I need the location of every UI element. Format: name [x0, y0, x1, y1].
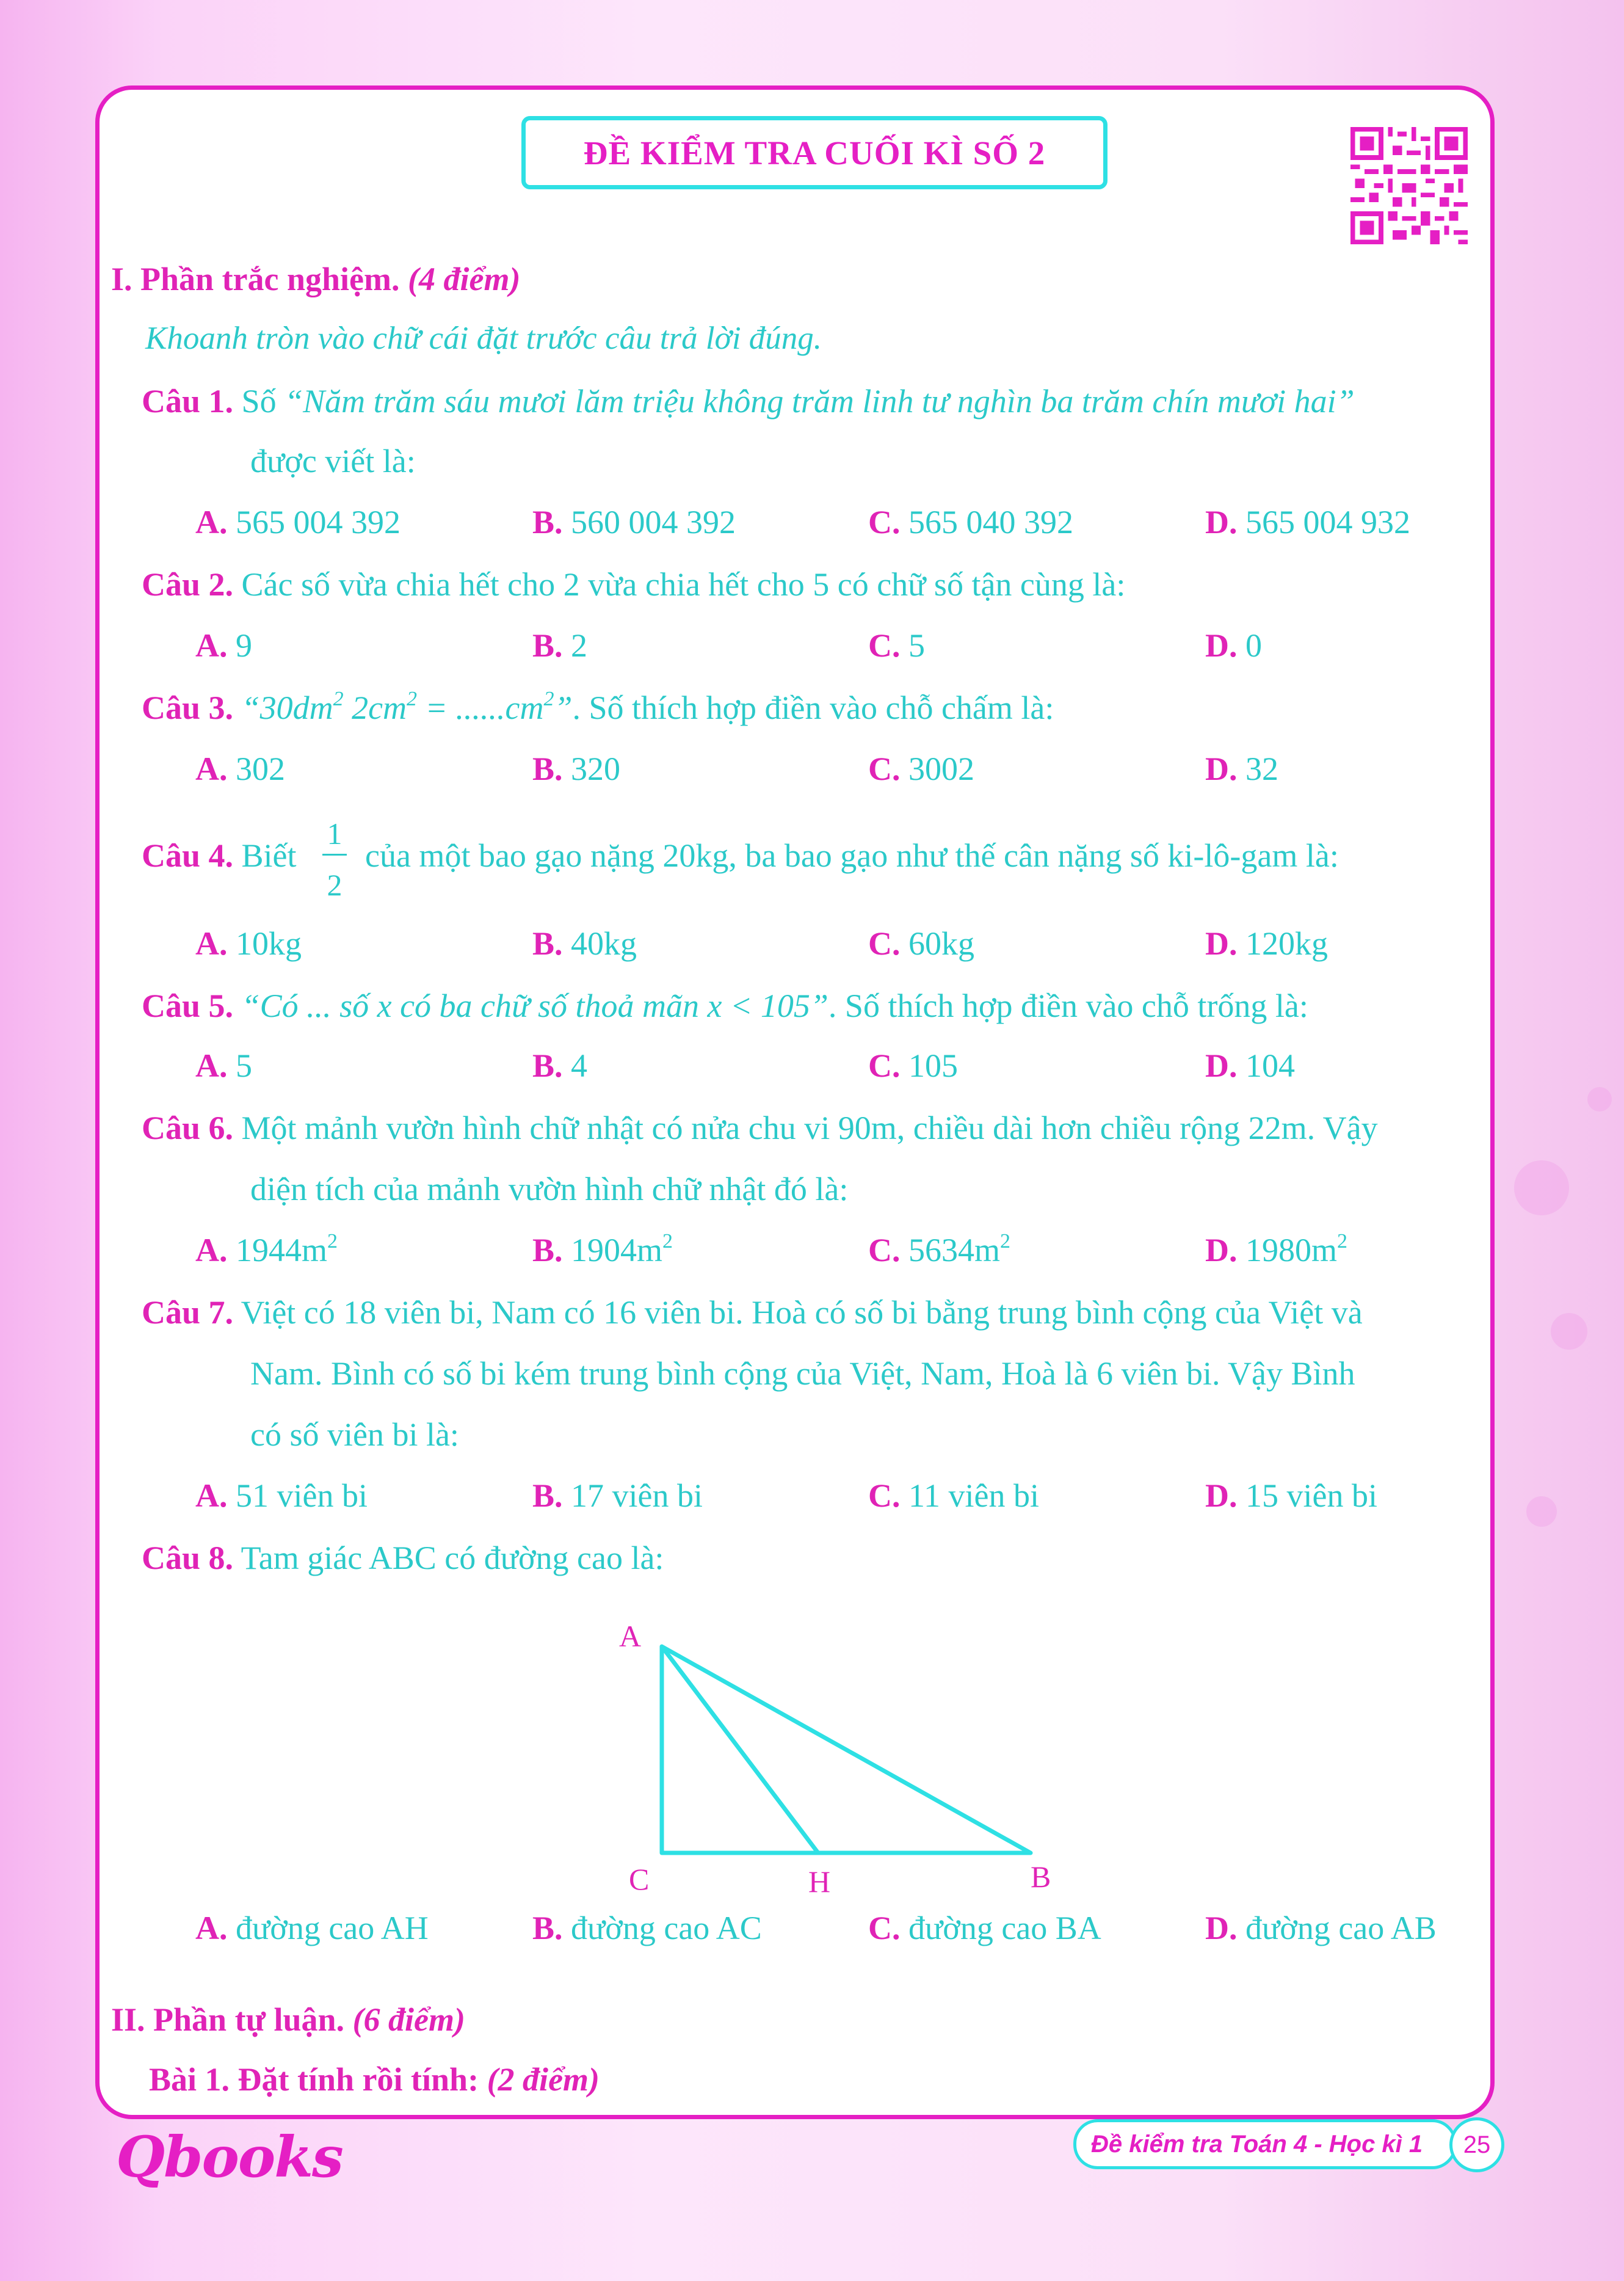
q3-option-d[interactable]: D. 32: [1205, 751, 1278, 787]
q8-option-d[interactable]: D. đường cao AB: [1205, 1910, 1437, 1946]
book-title-badge: Đề kiểm tra Toán 4 - Học kì 1: [1073, 2119, 1457, 2169]
question-4: Câu 4. Biết: [142, 837, 297, 874]
vertex-label-a: A: [619, 1619, 642, 1653]
q2-option-d[interactable]: D. 0: [1205, 627, 1262, 664]
q2-option-c[interactable]: C. 5: [868, 627, 925, 664]
section1-heading: I. Phần trắc nghiệm. (4 điểm): [111, 261, 521, 297]
q1-option-a[interactable]: A. 565 004 392: [195, 504, 401, 540]
q6-option-d[interactable]: D. $1980m^2$: [1205, 1230, 1348, 1268]
q7-option-b[interactable]: B. 17 viên bi: [532, 1477, 703, 1514]
q5-option-c[interactable]: C. 105: [868, 1047, 958, 1084]
question-7-line3: có số viên bi là:: [250, 1416, 459, 1453]
q2-option-b[interactable]: B. 2: [532, 627, 588, 664]
fraction-denominator: 2: [327, 868, 343, 902]
page-title: ĐỀ KIỂM TRA CUỐI KÌ SỐ 2: [521, 116, 1107, 189]
q3-option-b[interactable]: B. 320: [532, 751, 621, 787]
question-6: Câu 6. Một mảnh vườn hình chữ nhật có nửa chu vi 90m, chiều dài hơn chiều rộng 22m. Vậy: [142, 1110, 1378, 1146]
q7-option-a[interactable]: A. 51 viên bi: [195, 1477, 368, 1514]
vertex-label-c: C: [629, 1862, 650, 1896]
question-7-line2: Nam. Bình có số bi kém trung bình cộng của Việt, Nam, Hoà là 6 viên bi. Vậy Bình: [250, 1355, 1355, 1392]
q5-option-a[interactable]: A. 5: [195, 1047, 252, 1084]
question-8: Câu 8. Tam giác ABC có đường cao là:: [142, 1540, 664, 1576]
bai1-heading: Bài 1. Đặt tính rồi tính: (2 điểm): [149, 2061, 600, 2098]
q4-option-d[interactable]: D. 120kg: [1205, 925, 1328, 962]
question-2: Câu 2. Các số vừa chia hết cho 2 vừa chia hết cho 5 có chữ số tận cùng là:: [142, 566, 1126, 603]
q5-option-d[interactable]: D. 104: [1205, 1047, 1295, 1084]
q4-option-b[interactable]: B. 40kg: [532, 925, 637, 962]
page-number: 25: [1449, 2117, 1504, 2172]
q4-option-c[interactable]: C. 60kg: [868, 925, 974, 962]
section1-instruction: Khoanh tròn vào chữ cái đặt trước câu trả lời đúng.: [145, 321, 822, 356]
question-7: Câu 7. Việt có 18 viên bi, Nam có 16 viên bi. Hoà có số bi bằng trung bình cộng của Việt và: [142, 1294, 1363, 1331]
q1-option-c[interactable]: C. 565 040 392: [868, 504, 1073, 540]
q8-option-a[interactable]: A. đường cao AH: [195, 1910, 429, 1946]
vertex-label-b: B: [1031, 1860, 1051, 1894]
question-1: Câu 1. Số “Năm trăm sáu mươi lăm triệu không trăm linh tư nghìn ba trăm chín mươi hai”: [142, 383, 1355, 420]
question-1-line2: được viết là:: [250, 443, 416, 479]
fraction-numerator: 1: [327, 817, 343, 851]
question-5: Câu 5. “Có ... số x có ba chữ số thoả mãn x < 105”. Số thích hợp điền vào chỗ trống là:: [142, 988, 1308, 1024]
q5-option-b[interactable]: B. 4: [532, 1047, 588, 1084]
q6-option-b[interactable]: B. $1904m^2$: [532, 1230, 673, 1268]
q8-option-b[interactable]: B. đường cao AC: [532, 1910, 762, 1946]
q7-option-d[interactable]: D. 15 viên bi: [1205, 1477, 1377, 1514]
q6-option-a[interactable]: A. $1944m^2$: [195, 1230, 338, 1268]
question-3: Câu 3. “$30dm^2$ $2cm^2 = ......cm^2$”. Số thích hợp điền vào chỗ chấm là:: [142, 688, 1054, 726]
q7-option-c[interactable]: C. 11 viên bi: [868, 1477, 1039, 1514]
qbooks-logo: Qbooks: [116, 2124, 343, 2190]
q2-option-a[interactable]: A. 9: [195, 627, 252, 664]
q1-option-b[interactable]: B. 560 004 392: [532, 504, 736, 540]
question-4-text: của một bao gạo nặng 20kg, ba bao gạo như thế cân nặng số ki-lô-gam là:: [365, 837, 1339, 874]
vertex-label-h: H: [808, 1864, 831, 1899]
q6-option-c[interactable]: C. $5634m^2$: [868, 1230, 1011, 1268]
question-6-line2: diện tích của mảnh vườn hình chữ nhật đó là:: [250, 1171, 849, 1207]
q3-option-a[interactable]: A. 302: [195, 751, 285, 787]
section2-heading: II. Phần tự luận. (6 điểm): [111, 2001, 465, 2038]
q4-option-a[interactable]: A. 10kg: [195, 925, 302, 962]
q8-option-c[interactable]: C. đường cao BA: [868, 1910, 1101, 1946]
q1-option-d[interactable]: D. 565 004 932: [1205, 504, 1410, 540]
q3-option-c[interactable]: C. 3002: [868, 751, 974, 787]
